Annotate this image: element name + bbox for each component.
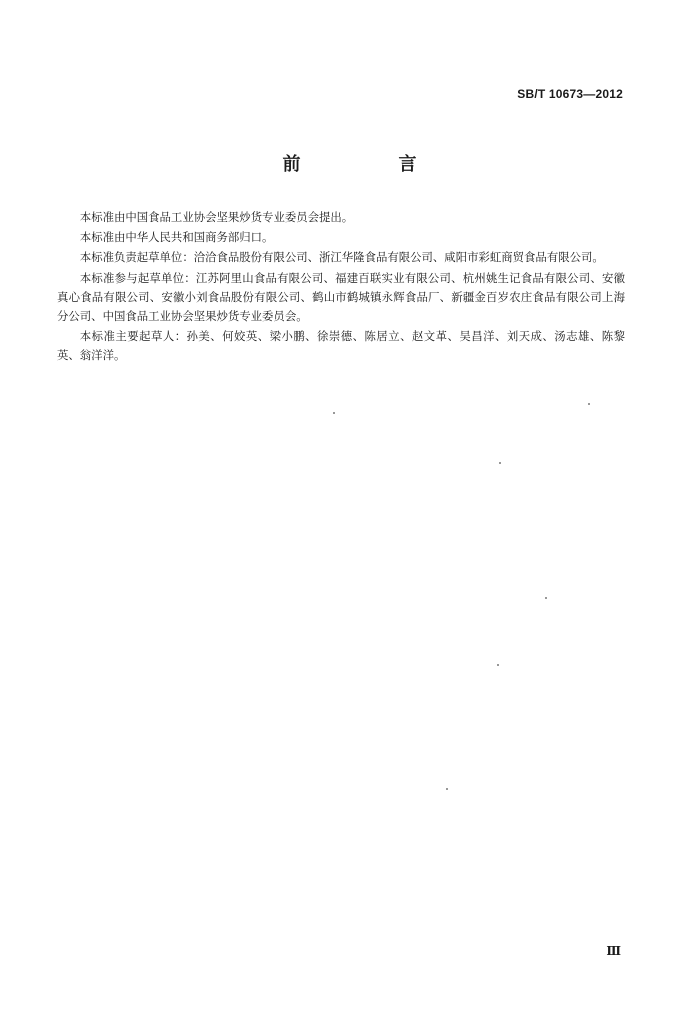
foreword-body <box>57 208 625 367</box>
scan-speck <box>588 403 590 405</box>
paragraph-administrator: 本标准由中华人民共和国商务部归口。 <box>79 230 274 245</box>
paragraph-drafting-units: 本标准负责起草单位：洽洽食品股份有限公司、浙江华隆食品有限公司、咸阳市彩虹商贸食品有限公司。 <box>79 250 604 265</box>
paragraph-proposer: 本标准由中国食品工业协会坚果炒货专业委员会提出。 <box>79 210 354 224</box>
page-number: Ⅲ <box>606 944 621 958</box>
scan-speck <box>333 412 335 414</box>
paragraph-drafters: 本标准主要起草人：孙美、何姣英、梁小鹏、徐崇德、陈居立、赵文革、吴昌洋、刘天成、汤志雄、陈黎英、翁洋洋。 <box>57 329 625 363</box>
scan-speck <box>499 462 501 464</box>
standard-code: SB/T 10673—2012 <box>517 87 623 101</box>
scan-speck <box>446 788 448 790</box>
scan-speck <box>545 597 547 599</box>
paragraph-participating-units: 本标准参与起草单位：江苏阿里山食品有限公司、福建百联实业有限公司、杭州姚生记食品有限公司、安徽真心食品有限公司、安徽小刘食品股份有限公司、鹤山市鹤城镇永辉食品厂、新疆金百岁农庄食品有限公司上海分公司、中国食品工业协会坚果炒货专业委员会。 <box>57 270 625 324</box>
page-title: 前 言 <box>282 154 457 175</box>
scan-speck <box>497 664 499 666</box>
